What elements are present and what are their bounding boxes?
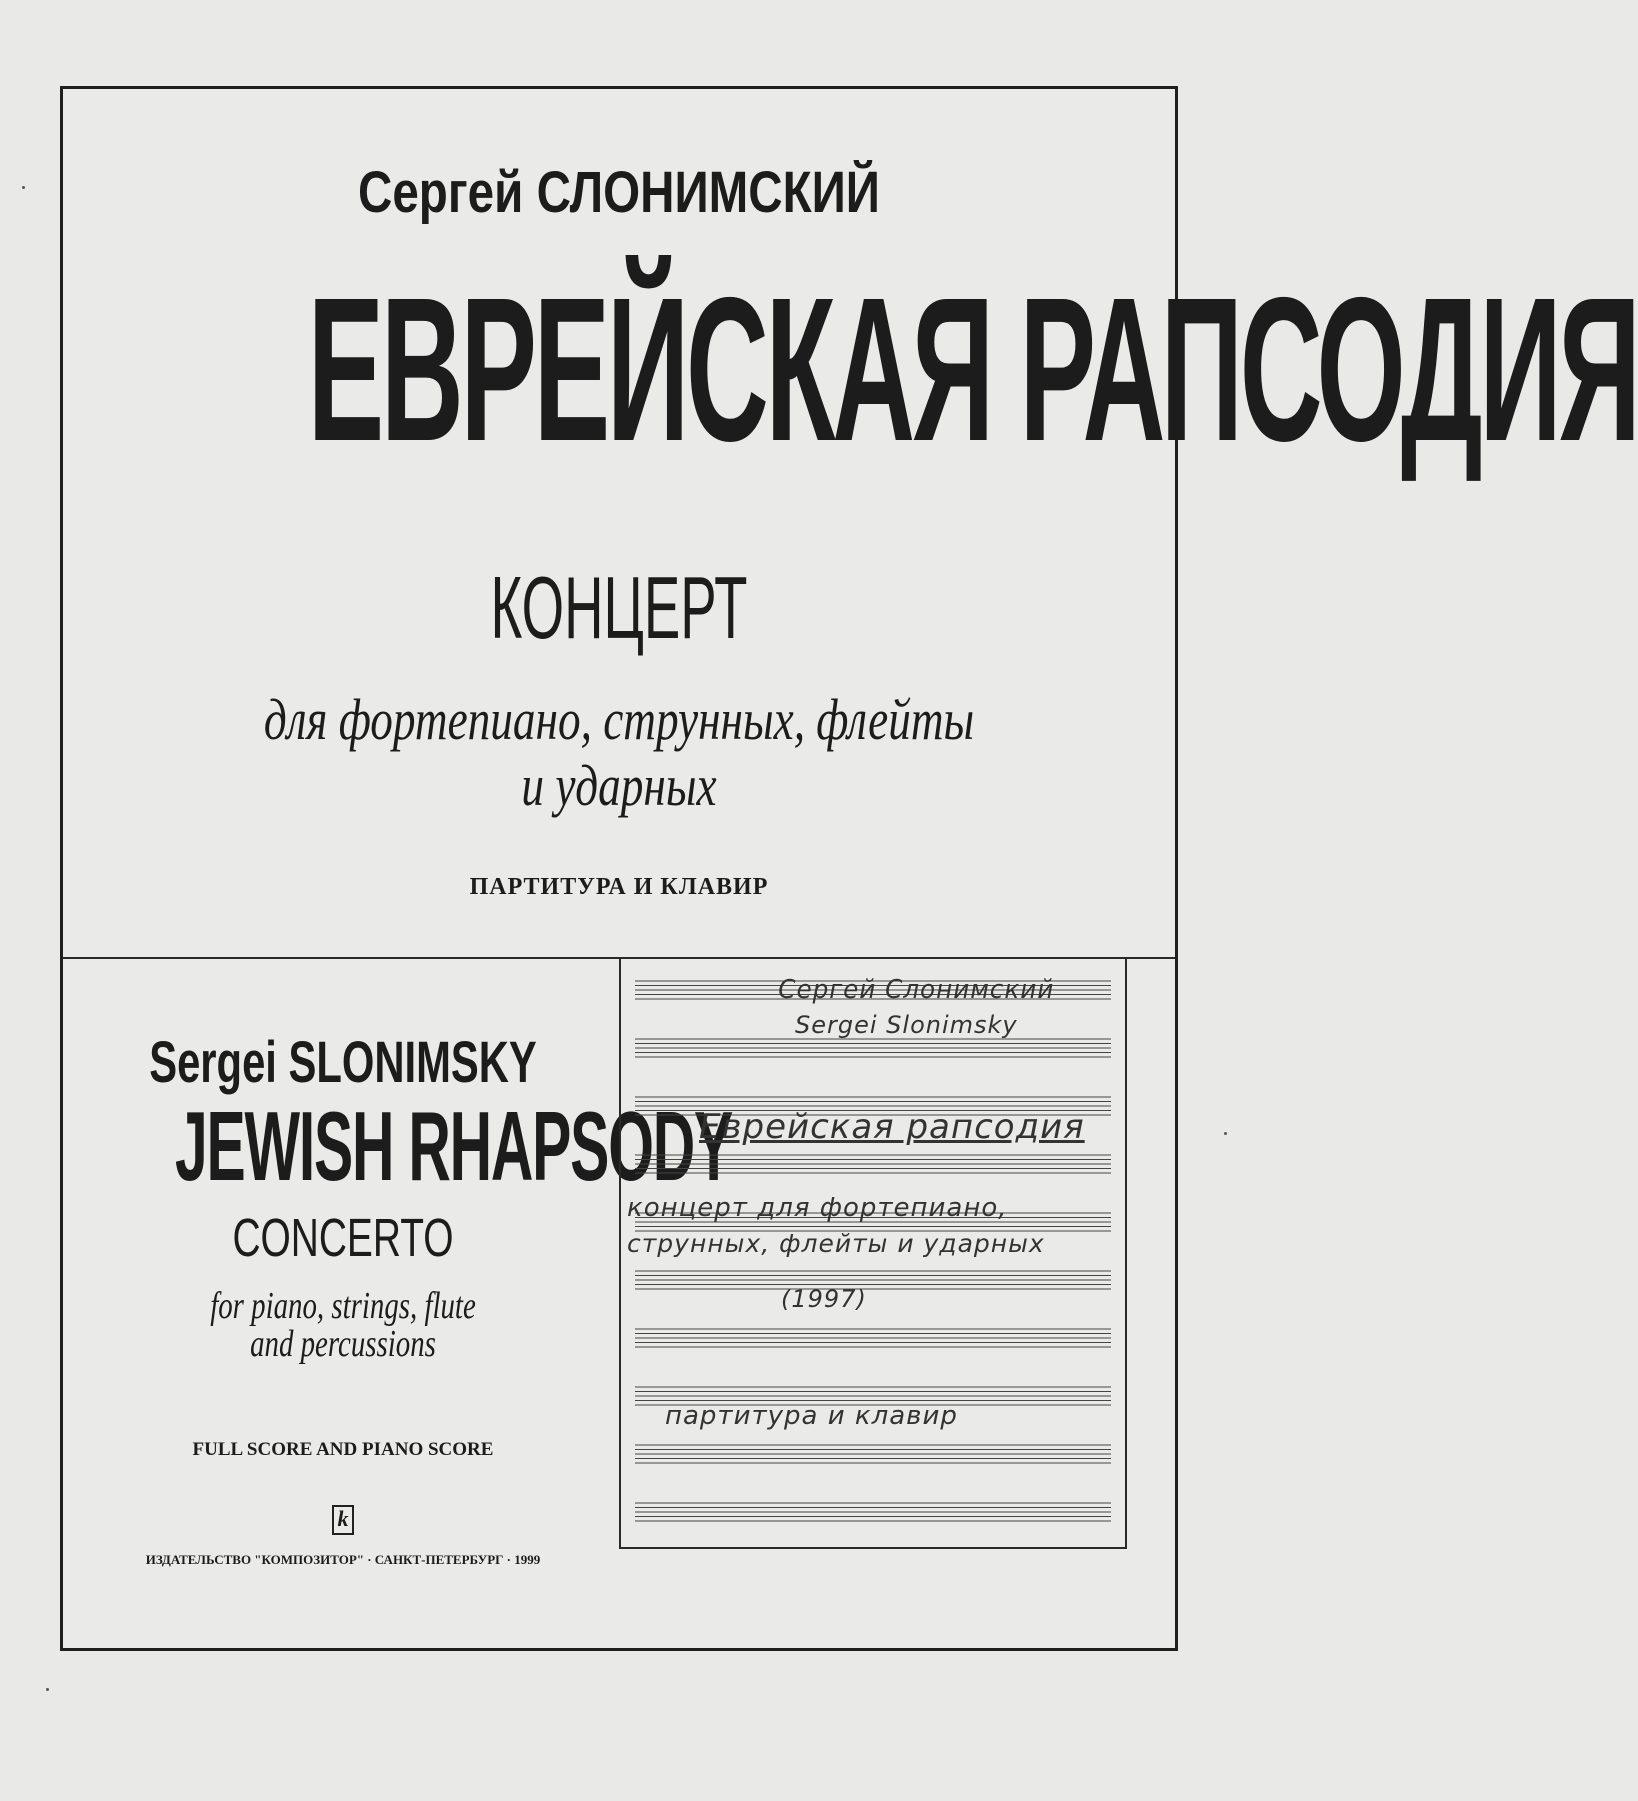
russian-instrumentation xyxy=(185,687,1052,819)
scan-speck xyxy=(46,1688,49,1691)
english-genre: CONCERTO xyxy=(232,1208,454,1268)
manuscript-line1: концерт для фортепиано, xyxy=(627,1193,1008,1223)
scan-speck xyxy=(1224,1132,1227,1135)
english-block xyxy=(63,959,733,1639)
manuscript-author-en: Sergei Slonimsky xyxy=(795,1011,1018,1039)
publisher-logo-icon: k xyxy=(332,1505,354,1535)
english-score-type: FULL SCORE AND PIANO SCORE xyxy=(192,1439,494,1460)
manuscript-score-type: партитура и клавир xyxy=(665,1401,958,1431)
russian-title: ЕВРЕЙСКАЯ РАПСОДИЯ xyxy=(307,255,1638,484)
title-page-frame xyxy=(60,86,1638,1651)
manuscript-title: Еврейская рапсодия xyxy=(699,1107,1085,1147)
publisher-line: ИЗДАТЕЛЬСТВО "КОМПОЗИТОР" · САНКТ-ПЕТЕРБУРГ · 1999 xyxy=(145,1552,541,1567)
russian-instrumentation-line1: для фортепиано, струнных, флейты xyxy=(263,687,975,752)
russian-score-type: ПАРТИТУРА И КЛАВИР xyxy=(469,874,769,900)
manuscript-line2: струнных, флейты и ударных xyxy=(627,1229,1045,1258)
russian-genre: КОНЦЕРТ xyxy=(490,558,748,657)
manuscript-panel xyxy=(619,959,1127,1549)
english-instrumentation-line2: and percussions xyxy=(250,1323,436,1365)
scan-speck xyxy=(22,186,25,189)
russian-instrumentation-line2: и ударных xyxy=(521,753,717,818)
english-instrumentation xyxy=(130,1287,556,1363)
english-title: JEWISH RHAPSODY xyxy=(175,1091,733,1201)
english-instrumentation-line1: for piano, strings, flute xyxy=(210,1285,476,1327)
russian-author: Сергей СЛОНИМСКИЙ xyxy=(358,160,880,225)
manuscript-author-ru: Сергей Слонимский xyxy=(778,975,1055,1005)
manuscript-year: (1997) xyxy=(781,1285,867,1313)
english-author: Sergei SLONIMSKY xyxy=(149,1030,537,1095)
